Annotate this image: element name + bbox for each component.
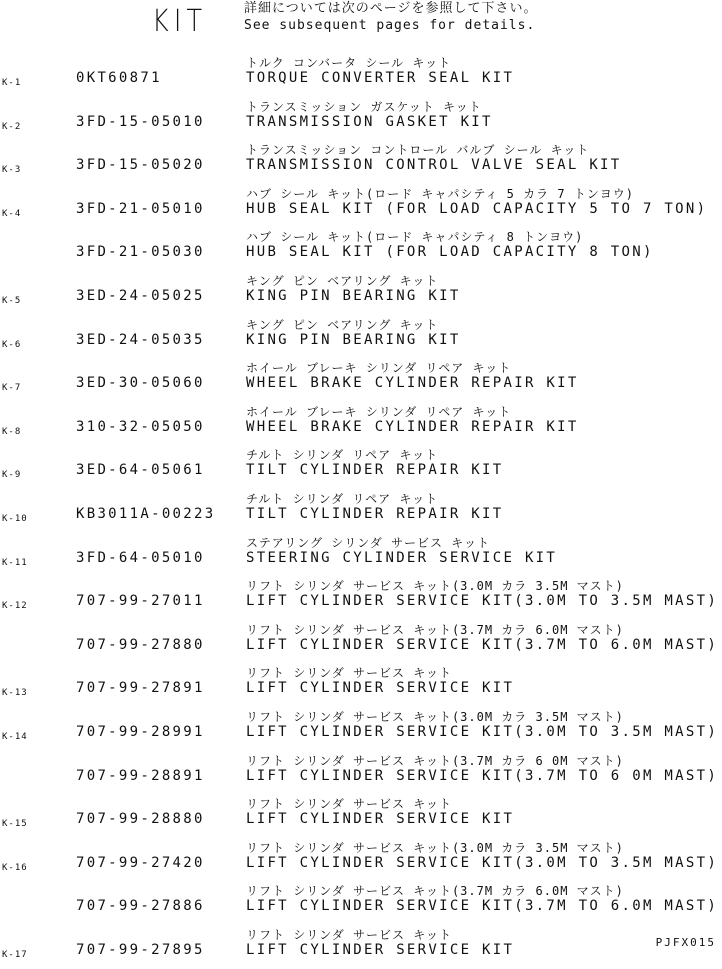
- note-jp: 詳細については次のページを参照して下さい。: [244, 1, 538, 16]
- kit-row: [0, 98, 722, 141]
- description-jp: リフト シリンダ サービス キット(3.0M カラ 3.5M マスト): [246, 840, 624, 855]
- part-number: 0KT60871: [76, 70, 162, 86]
- part-number: 707-99-27895: [76, 942, 205, 958]
- part-number: 707-99-28880: [76, 811, 205, 828]
- part-number: 3FD-64-05010: [76, 549, 205, 566]
- part-number: 707-99-27420: [76, 854, 205, 871]
- kit-number: K-13: [2, 688, 28, 699]
- description-en: TRANSMISSION GASKET KIT: [246, 113, 493, 130]
- kit-row: [0, 621, 722, 664]
- description-en: LIFT CYLINDER SERVICE KIT(3.0M TO 3.5M MAST): [246, 724, 719, 740]
- description-jp: ホイール ブレーキ シリンダ リペア キット: [246, 404, 512, 419]
- kit-row: [0, 54, 722, 97]
- description-jp: キング ピン ベアリング キット: [246, 317, 439, 332]
- description-jp: リフト シリンダ サービス キット(3.7M カラ 6 0M マスト): [246, 753, 624, 768]
- part-number: 3ED-24-05025: [76, 288, 205, 304]
- description-en: LIFT CYLINDER SERVICE KIT: [246, 942, 515, 958]
- description-en: KING PIN BEARING KIT: [246, 331, 461, 348]
- description-en: WHEEL BRAKE CYLINDER REPAIR KIT: [246, 418, 579, 435]
- kit-row: [0, 228, 722, 271]
- kit-number: K-2: [2, 121, 22, 132]
- part-number: 3FD-15-05010: [76, 113, 205, 130]
- description-en: LIFT CYLINDER SERVICE KIT: [246, 680, 515, 697]
- part-number: KB3011A-00223: [76, 506, 216, 522]
- kit-number: K-11: [2, 557, 28, 568]
- description-jp: トルク コンバータ シール キット: [246, 56, 452, 70]
- kit-row: [0, 446, 722, 489]
- description-en: TRANSMISSION CONTROL VALVE SEAL KIT: [246, 157, 622, 174]
- description-jp: トランスミッション ガスケット キット: [246, 99, 482, 114]
- description-en: LIFT CYLINDER SERVICE KIT(3.7M TO 6 0M MAST): [246, 767, 719, 784]
- kit-row: [0, 534, 722, 577]
- description-jp: ハブ シール キット(ロード キャパシティ 8 トンヨウ): [246, 230, 584, 245]
- kit-number: K-16: [2, 862, 28, 873]
- kit-row: [0, 359, 722, 402]
- description-jp: ハブ シール キット(ロード キャパシティ 5 カラ 7 トンヨウ): [246, 186, 635, 201]
- description-jp: ホイール ブレーキ シリンダ リペア キット: [246, 361, 512, 376]
- kit-number: K-10: [2, 514, 28, 524]
- part-number: 3ED-64-05061: [76, 462, 205, 479]
- kit-row: [0, 926, 722, 969]
- description-en: TORQUE CONVERTER SEAL KIT: [246, 70, 515, 86]
- description-en: STEERING CYLINDER SERVICE KIT: [246, 549, 558, 566]
- description-jp: リフト シリンダ サービス キット(3.0M カラ 3.5M マスト): [246, 710, 624, 724]
- kit-row: [0, 490, 722, 533]
- part-number: 707-99-28991: [76, 724, 205, 740]
- kit-number: K-14: [2, 732, 28, 742]
- kit-number: K-9: [2, 470, 22, 481]
- kit-row: [0, 664, 722, 707]
- kit-number: K-17: [2, 950, 28, 960]
- note-en: See subsequent pages for details.: [244, 18, 536, 33]
- part-number: 707-99-27880: [76, 636, 205, 653]
- description-en: KING PIN BEARING KIT: [246, 288, 461, 304]
- description-jp: リフト シリンダ サービス キット: [246, 797, 452, 812]
- kit-row: [0, 839, 722, 882]
- description-jp: リフト シリンダ サービス キット: [246, 666, 452, 681]
- kit-row: [0, 272, 722, 315]
- kit-row: [0, 185, 722, 228]
- description-en: LIFT CYLINDER SERVICE KIT(3.0M TO 3.5M MAST): [246, 854, 719, 871]
- description-jp: チルト シリンダ リペア キット: [246, 448, 439, 463]
- description-jp: リフト シリンダ サービス キット(3.7M カラ 6.0M マスト): [246, 622, 624, 637]
- description-jp: リフト シリンダ サービス キット: [246, 928, 452, 942]
- description-en: TILT CYLINDER REPAIR KIT: [246, 462, 504, 479]
- kit-row: [0, 316, 722, 359]
- description-en: HUB SEAL KIT (FOR LOAD CAPACITY 5 TO 7 TON): [246, 200, 708, 217]
- kit-row: [0, 752, 722, 795]
- kit-number: K-3: [2, 165, 22, 176]
- description-en: WHEEL BRAKE CYLINDER REPAIR KIT: [246, 375, 579, 392]
- kit-number: K-4: [2, 208, 22, 219]
- part-number: 707-99-27011: [76, 593, 205, 610]
- part-number: 3FD-15-05020: [76, 157, 205, 174]
- part-number: 3FD-21-05010: [76, 200, 205, 217]
- description-en: LIFT CYLINDER SERVICE KIT(3.7M TO 6.0M MAST): [246, 636, 719, 653]
- part-number: 707-99-28891: [76, 767, 205, 784]
- description-jp: ステアリング シリンダ サービス キット: [246, 535, 490, 550]
- part-number: 310-32-05050: [76, 418, 205, 435]
- kit-number: K-6: [2, 339, 22, 350]
- description-jp: リフト シリンダ サービス キット(3.7M カラ 6.0M マスト): [246, 884, 624, 899]
- part-number: 3ED-30-05060: [76, 375, 205, 392]
- part-number: 3ED-24-05035: [76, 331, 205, 348]
- kit-number: K-8: [2, 426, 22, 437]
- description-jp: リフト シリンダ サービス キット(3.0M カラ 3.5M マスト): [246, 579, 624, 594]
- header-note: [244, 0, 537, 34]
- description-en: TILT CYLINDER REPAIR KIT: [246, 506, 504, 522]
- kit-row: [0, 577, 722, 620]
- page-title: KIT: [152, 4, 208, 39]
- kit-number: K-12: [2, 601, 28, 612]
- kit-row: [0, 708, 722, 751]
- page-code: PJFX015: [655, 936, 716, 949]
- part-number: 3FD-21-05030: [76, 244, 205, 261]
- kit-number: K-5: [2, 296, 22, 306]
- part-number: 707-99-27891: [76, 680, 205, 697]
- description-en: LIFT CYLINDER SERVICE KIT(3.7M TO 6.0M MAST): [246, 898, 719, 915]
- description-en: LIFT CYLINDER SERVICE KIT(3.0M TO 3.5M MAST): [246, 593, 719, 610]
- kit-row: [0, 882, 722, 925]
- kit-row: [0, 795, 722, 838]
- kit-number: K-15: [2, 819, 28, 830]
- kit-row: [0, 403, 722, 446]
- kit-number: K-1: [2, 78, 22, 88]
- description-jp: チルト シリンダ リペア キット: [246, 492, 439, 506]
- description-jp: キング ピン ベアリング キット: [246, 274, 439, 288]
- part-number: 707-99-27886: [76, 898, 205, 915]
- description-jp: トランスミッション コントロール バルブ シール キット: [246, 143, 590, 158]
- description-en: LIFT CYLINDER SERVICE KIT: [246, 811, 515, 828]
- description-en: HUB SEAL KIT (FOR LOAD CAPACITY 8 TON): [246, 244, 654, 261]
- kit-number: K-7: [2, 383, 22, 394]
- kit-row: [0, 141, 722, 184]
